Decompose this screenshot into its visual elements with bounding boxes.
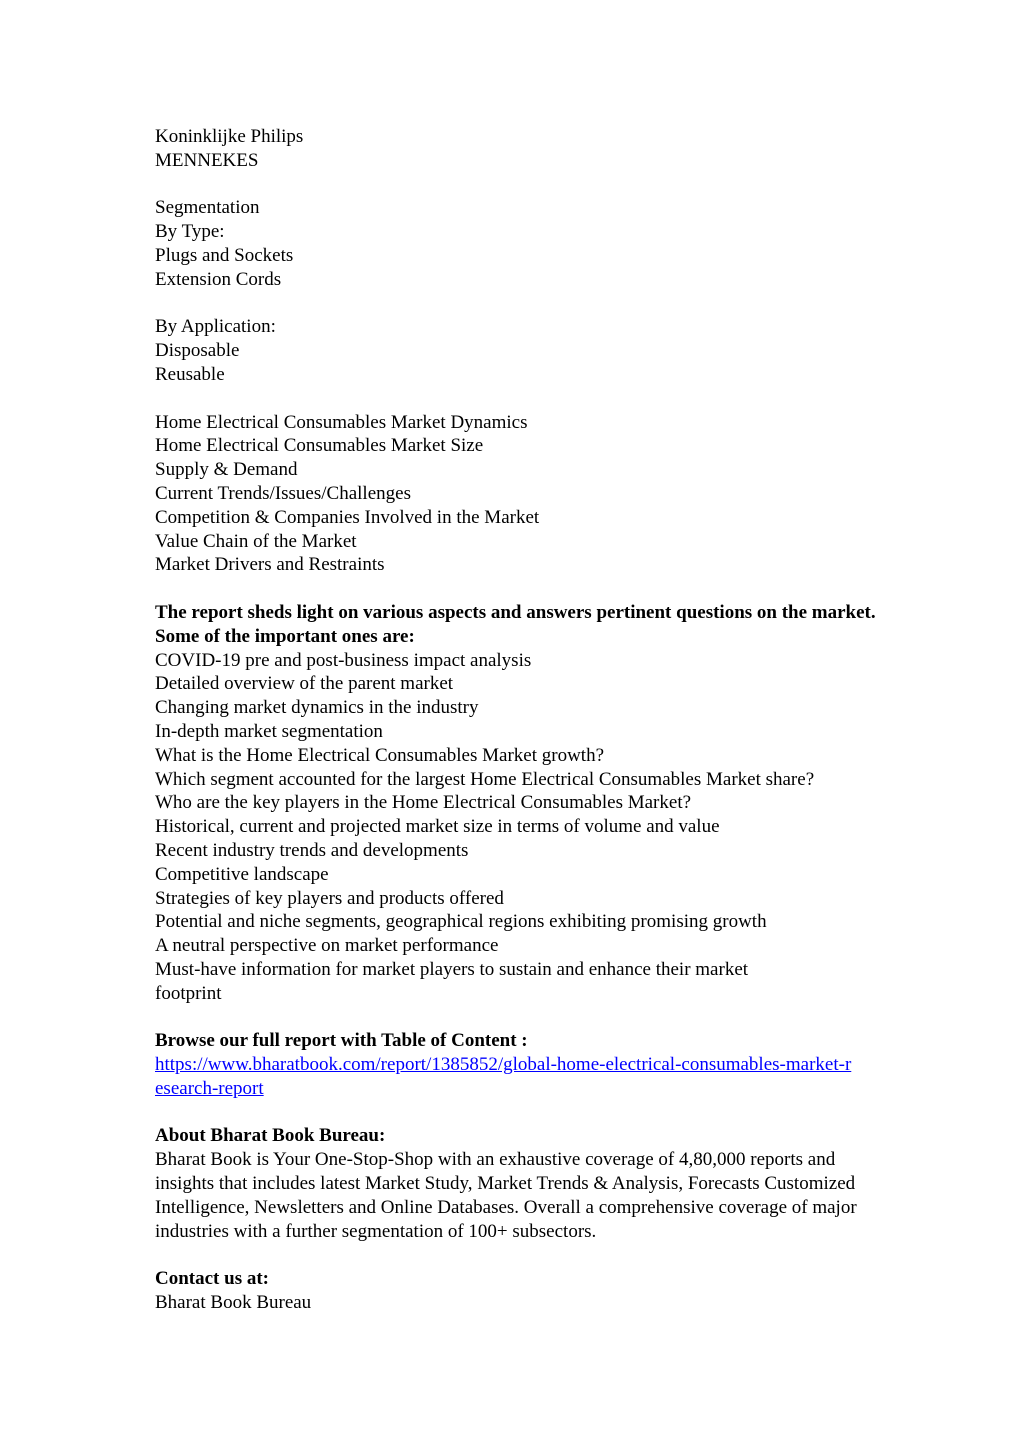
question-item: Strategies of key players and products offered (155, 887, 504, 909)
by-application-item: Disposable (155, 340, 240, 362)
questions-heading: The report sheds light on various aspects and answers pertinent questions on the market. Some of the important ones are: (155, 601, 876, 647)
paragraph-gap (155, 1005, 885, 1029)
market-topic-item: Supply & Demand (155, 459, 298, 481)
question-item: Recent industry trends and developments (155, 839, 469, 861)
market-topic-item: Value Chain of the Market (155, 530, 357, 552)
segmentation-section (155, 196, 885, 386)
question-item: Competitive landscape (155, 863, 329, 885)
companies-list (155, 125, 885, 173)
company-item: Koninklijke Philips (155, 126, 304, 147)
question-item: COVID-19 pre and post-business impact analysis (155, 649, 532, 671)
question-item: Must-have information for market players to sustain and enhance their market footprint (155, 958, 749, 1004)
question-item: Who are the key players in the Home Electrical Consumables Market? (155, 792, 692, 814)
questions-section (155, 601, 885, 1006)
about-section (155, 1124, 885, 1243)
market-topics-list (155, 411, 885, 578)
question-item: Potential and niche segments, geographical regions exhibiting promising growth (155, 911, 767, 933)
market-topic-item: Market Drivers and Restraints (155, 554, 385, 576)
by-application-label: By Application: (155, 316, 276, 338)
market-topic-item: Home Electrical Consumables Market Size (155, 435, 484, 457)
contact-heading: Contact us at: (155, 1268, 269, 1290)
segmentation-heading: Segmentation (155, 197, 260, 219)
question-item: A neutral perspective on market performance (155, 935, 499, 957)
paragraph-gap (155, 577, 885, 601)
question-item: In-depth market segmentation (155, 720, 383, 742)
question-item: Detailed overview of the parent market (155, 673, 454, 695)
paragraph-gap (155, 173, 885, 197)
browse-heading: Browse our full report with Table of Content : (155, 1030, 528, 1052)
about-body: Bharat Book is Your One-Stop-Shop with an exhaustive coverage of 4,80,000 reports and insights that includes latest Market Study, Market Trends & Analysis, Forecasts Customized Intelligence, Newsletters and Online Databases. Overall a comprehensive coverage of major industries with a further segmentation of 100+ subsectors. (155, 1149, 857, 1242)
by-type-item: Plugs and Sockets (155, 244, 294, 266)
paragraph-gap (155, 387, 885, 411)
market-topic-item: Current Trends/Issues/Challenges (155, 482, 411, 504)
market-topic-item: Home Electrical Consumables Market Dynamics (155, 411, 528, 433)
paragraph-gap (155, 292, 885, 316)
company-item: MENNEKES (155, 149, 259, 171)
market-topic-item: Competition & Companies Involved in the Market (155, 506, 540, 528)
question-item: What is the Home Electrical Consumables Market growth? (155, 744, 605, 766)
question-item: Historical, current and projected market size in terms of volume and value (155, 816, 720, 838)
by-application-item: Reusable (155, 363, 225, 385)
document-body (155, 125, 885, 1315)
question-item: Which segment accounted for the largest Home Electrical Consumables Market share? (155, 768, 815, 790)
by-type-label: By Type: (155, 221, 225, 243)
paragraph-gap (155, 1101, 885, 1125)
by-type-item: Extension Cords (155, 268, 282, 290)
contact-name: Bharat Book Bureau (155, 1292, 312, 1314)
paragraph-gap (155, 1243, 885, 1267)
report-link[interactable]: https://www.bharatbook.com/report/1385852/global-home-electrical-consumables-market-research-report (155, 1054, 852, 1099)
contact-section (155, 1267, 885, 1315)
browse-section (155, 1029, 885, 1100)
about-heading: About Bharat Book Bureau: (155, 1125, 386, 1147)
question-item: Changing market dynamics in the industry (155, 697, 479, 719)
